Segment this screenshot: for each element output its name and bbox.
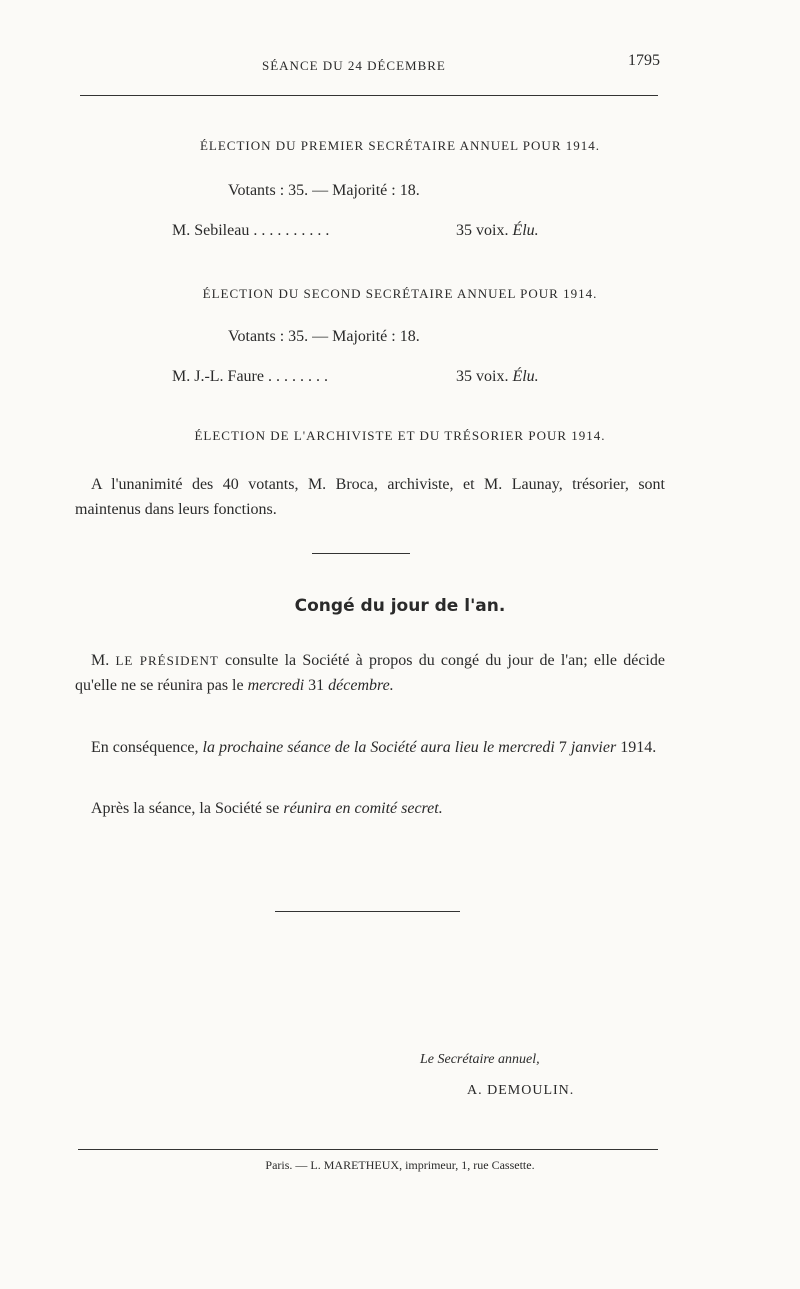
footer-rule	[78, 1149, 658, 1150]
p1-italic-2: décembre.	[328, 677, 394, 694]
election-1-dots: . . . . . . . . . .	[249, 222, 334, 239]
election-1-status: Élu.	[512, 222, 539, 239]
election-1-tally	[456, 222, 539, 240]
signature-name: A. DEMOULIN.	[467, 1083, 575, 1098]
running-title: SÉANCE DU 24 DÉCEMBRE	[262, 58, 446, 73]
p1-president: LE PRÉSIDENT	[115, 653, 219, 668]
section-divider	[312, 553, 410, 554]
p2-end: 1914.	[616, 739, 657, 756]
election-2-tally	[456, 368, 539, 386]
election-2-candidate: M. J.-L. Faure	[172, 368, 264, 385]
archiviste-paragraph: A l'unanimité des 40 votants, M. Broca, archiviste, et M. Launay, trésorier, sont maintenus dans leurs fonctions.	[75, 476, 665, 518]
p1-number: 31	[304, 677, 329, 694]
election-2-status: Élu.	[512, 368, 539, 385]
election-2-heading: ÉLECTION DU SECOND SECRÉTAIRE ANNUEL POUR 1914.	[202, 286, 598, 301]
p1-text: consulte la Société à propos du congé du jour de l'an; elle décide qu'elle ne se réunira pas le	[75, 652, 665, 694]
election-2-dots: . . . . . . . .	[263, 368, 332, 385]
p2-italic-2: janvier	[570, 739, 617, 756]
p3-italic: réunira en comité secret.	[283, 800, 443, 817]
election-2-result-row	[172, 368, 332, 386]
election-2-votes: Votants : 35. — Majorité : 18.	[228, 328, 420, 345]
header-rule	[80, 95, 658, 96]
conge-title: Congé du jour de l'an.	[294, 596, 506, 616]
p2-number: 7	[554, 739, 571, 756]
election-1-votes: Votants : 35. — Majorité : 18.	[228, 182, 420, 199]
election-1-result-row	[172, 222, 333, 240]
printer-imprint: Paris. — L. MARETHEUX, imprimeur, 1, rue Cassette.	[265, 1158, 535, 1172]
signature-role: Le Secrétaire annuel,	[420, 1052, 540, 1067]
p3-start: Après la séance, la Société se	[91, 800, 284, 817]
archiviste-heading: ÉLECTION DE L'ARCHIVISTE ET DU TRÉSORIER POUR 1914.	[194, 428, 606, 443]
closing-rule	[275, 911, 460, 912]
conge-paragraph-3	[75, 796, 665, 821]
page-number: 1795	[628, 52, 660, 69]
p1-start: M.	[91, 652, 116, 669]
conge-paragraph-1	[75, 648, 665, 698]
election-1-count: 35 voix.	[456, 222, 509, 239]
conge-paragraph-2	[75, 735, 665, 760]
election-2-count: 35 voix.	[456, 368, 509, 385]
p1-italic: mercredi	[247, 677, 305, 694]
election-1-candidate: M. Sebileau	[172, 222, 250, 239]
p2-italic: la prochaine séance de la Société aura lieu le mercredi	[202, 739, 555, 756]
election-1-heading: ÉLECTION DU PREMIER SECRÉTAIRE ANNUEL POUR 1914.	[199, 138, 600, 153]
p2-start: En conséquence,	[91, 739, 203, 756]
